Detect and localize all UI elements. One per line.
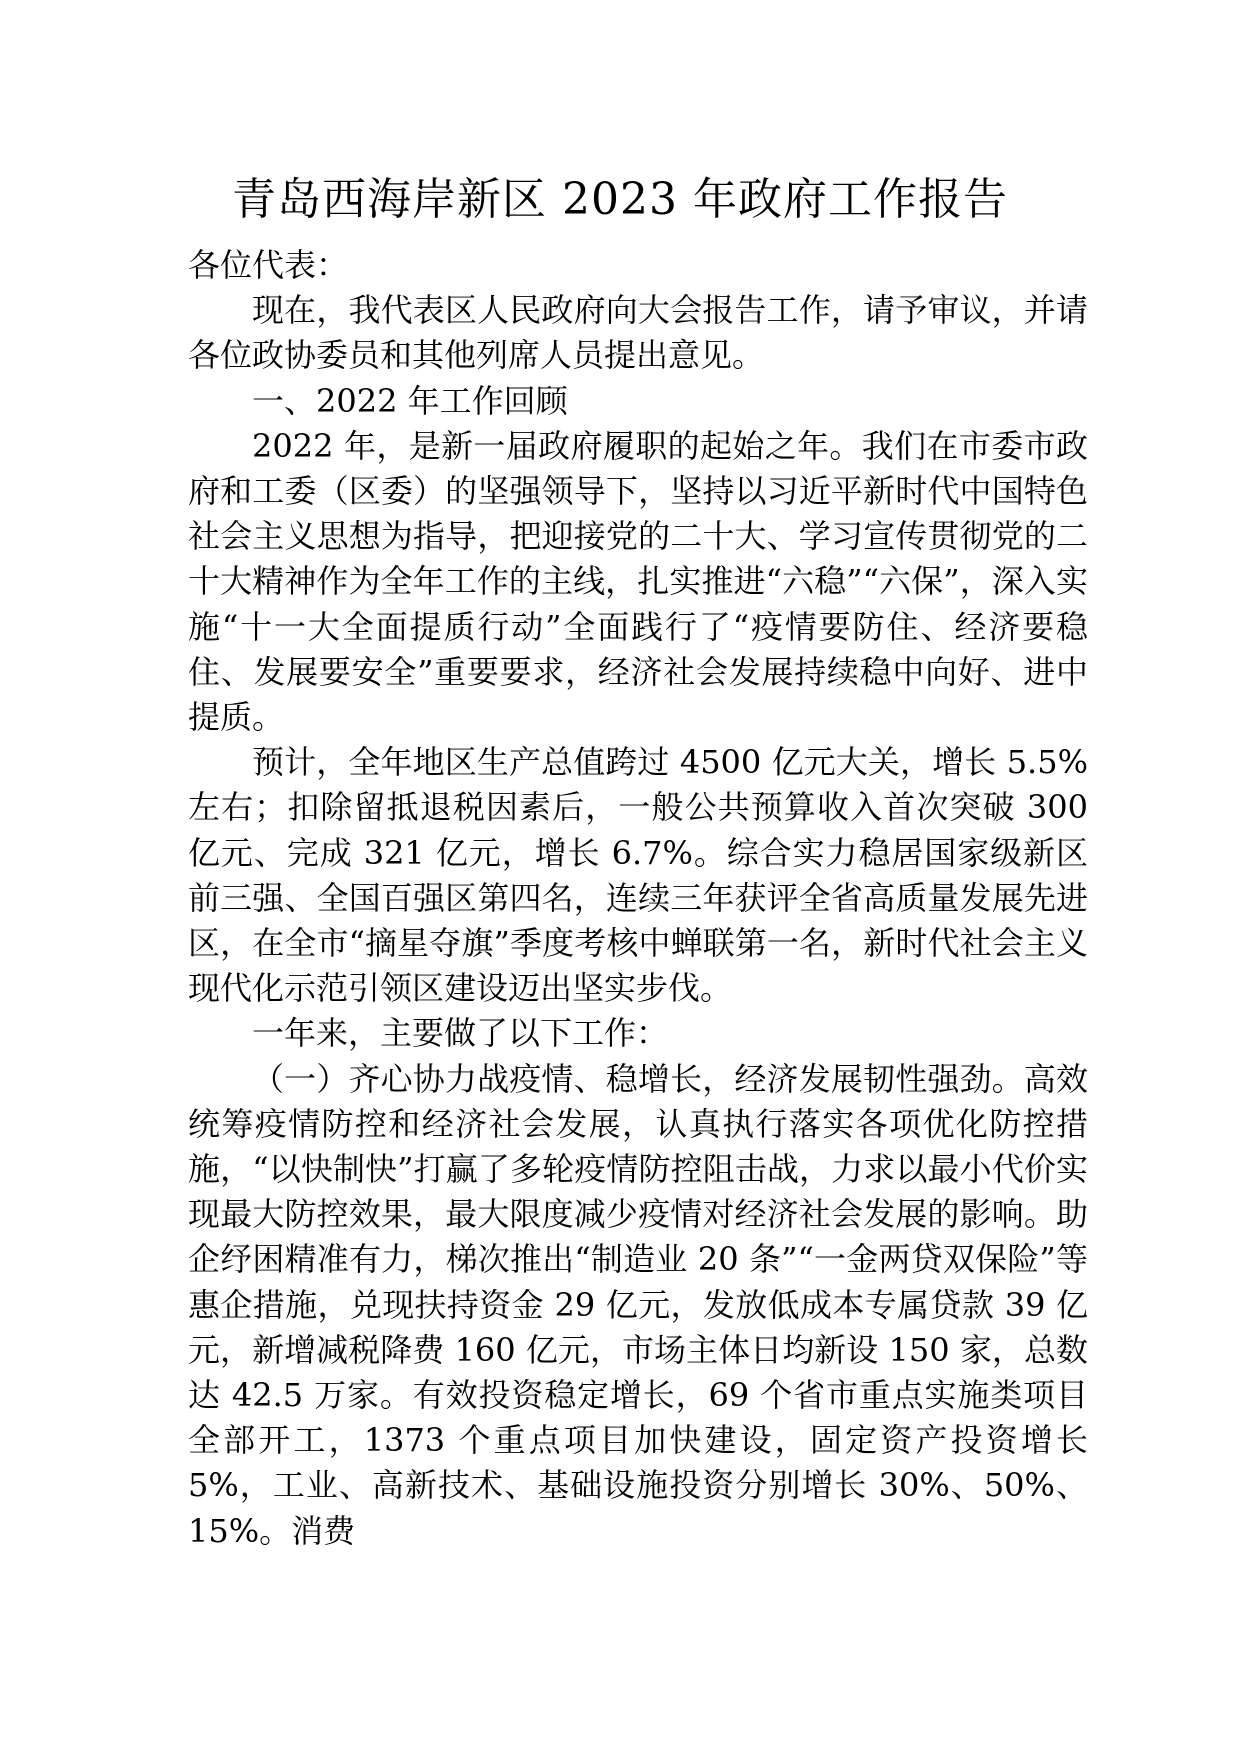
document-title: 青岛西海岸新区 2023 年政府工作报告 (232, 174, 1008, 225)
paragraph-opening: 现在，我代表区人民政府向大会报告工作，请予审议，并请各位政协委员和其他列席人员提出意见。 (188, 291, 1088, 375)
section-heading: 一、2022 年工作回顾 (252, 381, 568, 420)
paragraph: 一年来，主要做了以下工作： (252, 1014, 669, 1053)
paragraph: 2022 年，是新一届政府履职的起始之年。我们在市委市政府和工委（区委）的坚强领导下，坚持以习近平新时代中国特色社会主义思想为指导，把迎接党的二十大、学习宣传贯彻党的二十大精神作为全年工作的主线，扎实推进“六稳”“六保”，深入实施“十一大全面提质行动”全面践行了“疫情要防住、经济要稳住、发展要安全”重要要求，经济社会发展持续稳中向好、进中提质。 (188, 426, 1088, 737)
salutation: 各位代表： (188, 246, 349, 284)
paragraph: 预计，全年地区生产总值跨过 4500 亿元大关，增长 5.5%左右；扣除留抵退税因素后，一般公共预算收入首次突破 300 亿元、完成 321 亿元，增长 6.7%。综合实力稳居国家级新区前三强、全国百强区第四名，连续三年获评全省高质量发展先进区，在全市“摘星夺旗”季度考核中蝉联第一名，新时代社会主义现代化示范引领区建设迈出坚实步伐。 (188, 743, 1088, 1008)
document-body (188, 243, 1088, 1554)
paragraph: （一）齐心协力战疫情、稳增长，经济发展韧性强劲。高效统筹疫情防控和经济社会发展，认真执行落实各项优化防控措施，“以快制快”打赢了多轮疫情防控阻击战，力求以最小代价实现最大防控效果，最大限度减少疫情对经济社会发展的影响。助企纾困精准有力，梯次推出“制造业 20 条”“一金两贷双保险”等惠企措施，兑现扶持资金 29 亿元，发放低成本专属贷款 39 亿元，新增减税降费 160 亿元，市场主体日均新设 150 家，总数达 42.5 万家。有效投资稳定增长，69 个省市重点实施类项目全部开工，1373 个重点项目加快建设，固定资产投资增长 5%，工业、高新技术、基础设施投资分别增长 30%、50%、15%。消费 (188, 1059, 1088, 1550)
